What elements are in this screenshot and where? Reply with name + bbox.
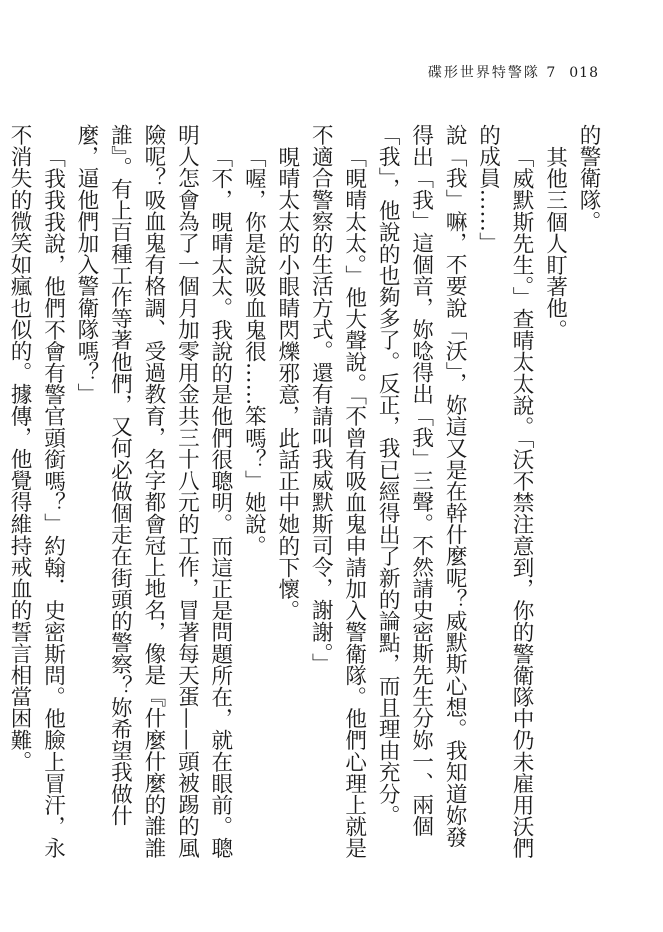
page-number: 018: [569, 65, 599, 81]
paragraph: 「喔，你是說吸血鬼很……笨嗎？」她說。: [241, 145, 267, 556]
paragraph: 其他三個人盯著他。: [542, 145, 568, 340]
paragraph: 晛晴太太的小眼睛閃爍邪意，此話正中她的下懷。: [274, 145, 300, 621]
paragraph: 「不，晛晴太太。我說的是他們很聰明。而這正是問題所在，就在眼前。聰明人怎會為了一個月加零用金共三十八元的工作，冒著每天蛋——頭被踢的風險呢？吸血鬼有格調、受過教育，名字都會冠上地名，像是『什麼什麼的誰誰誰』。有上百種工作等著他們，又何必做個走在街頭的警察？妳希望我做什麼，逼他們加入警衛隊嗎？」: [73, 124, 233, 859]
paragraph: [0, 124, 3, 866]
paragraph: 說「我」嘛，不要說「沃」，妳這又是在幹什麼呢？威默斯心想。我知道妳發得出「我」這個音，妳唸得出「我」三聲。不然請史密斯先生分妳一、兩個「我」，他說的也夠多了。反正，我已經得出了新的論點，而且理由充分。: [375, 124, 468, 848]
paragraph: 「威默斯先生。」查晴太太說。「沃不禁注意到，你的警衛隊中仍未雇用沃們的成員……」: [475, 124, 535, 859]
running-header: [428, 62, 599, 82]
body-text: [7, 124, 605, 866]
book-title: 碟形世界特警隊 7: [427, 65, 558, 81]
paragraph: 「我我我說，他們不會有警官頭銜嗎？」約翰．史密斯問。他臉上冒汗，永不消失的微笑如瘋也似的。據傳，他覺得維持戒血的誓言相當困難。: [7, 124, 66, 859]
paragraph: 的警衛隊。: [576, 124, 601, 232]
paragraph: 「晛晴太太。」他大聲說。「不曾有吸血鬼申請加入警衛隊。他們心理上就是不適合警察的生活方式。還有請叫我威默斯司令，謝謝。」: [308, 124, 367, 859]
